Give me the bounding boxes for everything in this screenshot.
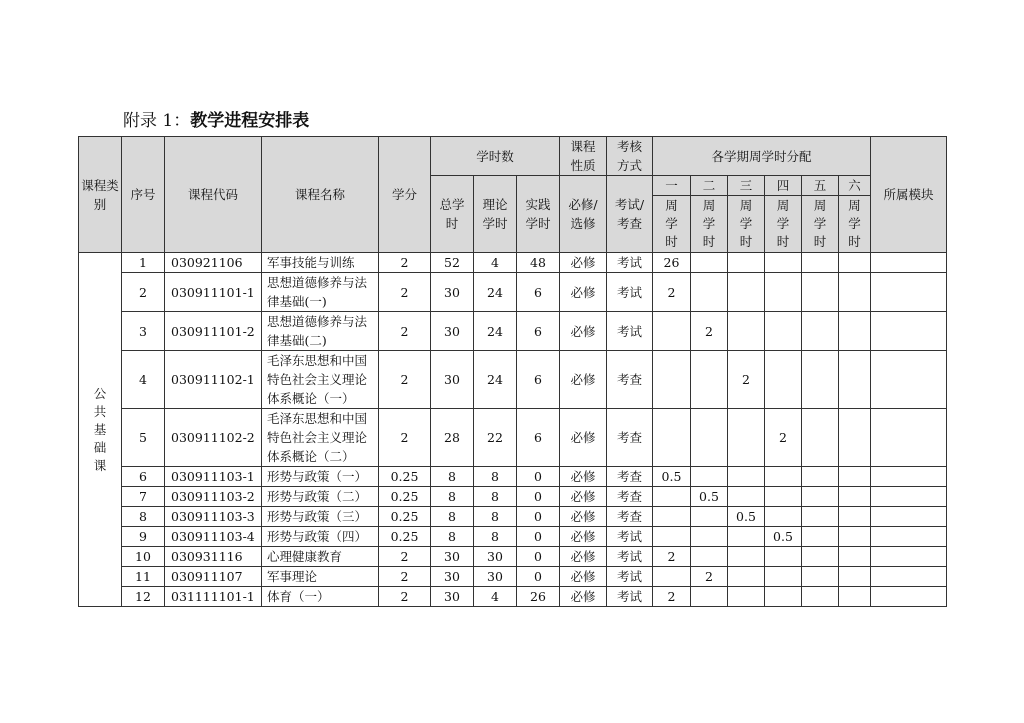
table-row <box>79 507 947 527</box>
row-type: 必修 <box>560 547 607 567</box>
row-semester-4 <box>765 312 802 351</box>
row-exam: 考查 <box>607 487 653 507</box>
row-exam: 考查 <box>607 467 653 487</box>
table-row <box>79 527 947 547</box>
row-exam: 考试 <box>607 527 653 547</box>
row-module <box>871 507 947 527</box>
header-credit: 学分 <box>379 137 431 253</box>
row-semester-3 <box>728 487 765 507</box>
row-semester-6 <box>839 487 871 507</box>
table-row <box>79 487 947 507</box>
row-semester-6 <box>839 467 871 487</box>
row-semester-6 <box>839 409 871 467</box>
row-semester-5 <box>802 312 839 351</box>
row-credit: 2 <box>379 547 431 567</box>
header-semester-1: 一 <box>653 176 691 196</box>
header-weekly-hours-3: 周学时 <box>728 196 765 253</box>
header-practice-hours: 实践学时 <box>517 176 560 253</box>
header-weekly-hours-6: 周学时 <box>839 196 871 253</box>
row-module <box>871 351 947 409</box>
row-type: 必修 <box>560 312 607 351</box>
row-semester-6 <box>839 527 871 547</box>
header-code: 课程代码 <box>165 137 262 253</box>
row-semester-5 <box>802 547 839 567</box>
row-name: 军事技能与训练 <box>262 253 379 273</box>
table-row <box>79 587 947 607</box>
row-credit: 2 <box>379 567 431 587</box>
row-exam: 考试 <box>607 587 653 607</box>
row-total-hours: 8 <box>431 467 474 487</box>
row-semester-2 <box>691 527 728 547</box>
header-theory-hours: 理论学时 <box>474 176 517 253</box>
row-theory-hours: 24 <box>474 312 517 351</box>
header-nature: 课程性质 <box>560 137 607 176</box>
row-practice-hours: 48 <box>517 253 560 273</box>
row-semester-5 <box>802 507 839 527</box>
row-semester-2 <box>691 351 728 409</box>
row-semester-4 <box>765 273 802 312</box>
row-semester-5 <box>802 273 839 312</box>
row-semester-3 <box>728 547 765 567</box>
row-semester-2 <box>691 467 728 487</box>
row-semester-4 <box>765 253 802 273</box>
row-seq: 12 <box>122 587 165 607</box>
row-total-hours: 30 <box>431 567 474 587</box>
header-semester-6: 六 <box>839 176 871 196</box>
row-theory-hours: 22 <box>474 409 517 467</box>
row-name: 形势与政策（二） <box>262 487 379 507</box>
row-semester-3 <box>728 527 765 547</box>
row-total-hours: 30 <box>431 273 474 312</box>
row-semester-4 <box>765 547 802 567</box>
row-credit: 2 <box>379 312 431 351</box>
row-semester-4 <box>765 487 802 507</box>
table-row <box>79 351 947 409</box>
row-name: 思想道德修养与法律基础(二) <box>262 312 379 351</box>
row-exam: 考查 <box>607 351 653 409</box>
row-practice-hours: 6 <box>517 273 560 312</box>
row-semester-3 <box>728 409 765 467</box>
row-exam: 考试 <box>607 547 653 567</box>
row-exam: 考查 <box>607 409 653 467</box>
row-seq: 7 <box>122 487 165 507</box>
header-weekly-hours-5: 周学时 <box>802 196 839 253</box>
row-semester-6 <box>839 567 871 587</box>
row-theory-hours: 30 <box>474 547 517 567</box>
table-row <box>79 409 947 467</box>
row-exam: 考试 <box>607 567 653 587</box>
row-code: 031111101-1 <box>165 587 262 607</box>
row-semester-5 <box>802 527 839 547</box>
row-module <box>871 409 947 467</box>
row-name: 形势与政策（三） <box>262 507 379 527</box>
row-theory-hours: 8 <box>474 507 517 527</box>
row-seq: 1 <box>122 253 165 273</box>
row-name: 毛泽东思想和中国特色社会主义理论体系概论（二） <box>262 409 379 467</box>
table-row <box>79 467 947 487</box>
row-total-hours: 30 <box>431 312 474 351</box>
row-semester-6 <box>839 587 871 607</box>
row-total-hours: 8 <box>431 507 474 527</box>
row-semester-5 <box>802 253 839 273</box>
table-row <box>79 547 947 567</box>
teaching-schedule-table <box>78 136 947 607</box>
row-type: 必修 <box>560 467 607 487</box>
row-type: 必修 <box>560 409 607 467</box>
row-semester-6 <box>839 547 871 567</box>
title-main: 教学进程安排表 <box>190 111 310 131</box>
row-module <box>871 567 947 587</box>
row-seq: 6 <box>122 467 165 487</box>
row-total-hours: 8 <box>431 487 474 507</box>
row-practice-hours: 6 <box>517 351 560 409</box>
row-semester-2: 2 <box>691 312 728 351</box>
row-seq: 10 <box>122 547 165 567</box>
row-module <box>871 527 947 547</box>
row-semester-2 <box>691 507 728 527</box>
row-semester-5 <box>802 467 839 487</box>
row-semester-6 <box>839 273 871 312</box>
row-theory-hours: 4 <box>474 253 517 273</box>
header-seq: 序号 <box>122 137 165 253</box>
row-semester-3: 2 <box>728 351 765 409</box>
row-code: 030911101-2 <box>165 312 262 351</box>
row-code: 030911102-1 <box>165 351 262 409</box>
row-total-hours: 52 <box>431 253 474 273</box>
row-type: 必修 <box>560 253 607 273</box>
row-seq: 5 <box>122 409 165 467</box>
header-semester-3: 三 <box>728 176 765 196</box>
row-type: 必修 <box>560 351 607 409</box>
row-credit: 2 <box>379 409 431 467</box>
row-type: 必修 <box>560 567 607 587</box>
row-module <box>871 487 947 507</box>
row-code: 030931116 <box>165 547 262 567</box>
table-row <box>79 253 947 273</box>
row-semester-2: 2 <box>691 567 728 587</box>
row-code: 030911101-1 <box>165 273 262 312</box>
header-semester-4: 四 <box>765 176 802 196</box>
header-weekly-hours-4: 周学时 <box>765 196 802 253</box>
row-semester-2 <box>691 273 728 312</box>
table-row <box>79 567 947 587</box>
row-semester-2: 0.5 <box>691 487 728 507</box>
row-name: 心理健康教育 <box>262 547 379 567</box>
row-module <box>871 312 947 351</box>
row-total-hours: 30 <box>431 351 474 409</box>
row-name: 体育（一） <box>262 587 379 607</box>
row-code: 030911103-4 <box>165 527 262 547</box>
row-credit: 0.25 <box>379 507 431 527</box>
header-total-hours: 总学时 <box>431 176 474 253</box>
row-credit: 0.25 <box>379 467 431 487</box>
row-seq: 9 <box>122 527 165 547</box>
row-code: 030911103-3 <box>165 507 262 527</box>
row-semester-5 <box>802 487 839 507</box>
row-theory-hours: 8 <box>474 487 517 507</box>
header-hours-group: 学时数 <box>431 137 560 176</box>
row-exam: 考查 <box>607 507 653 527</box>
row-credit: 0.25 <box>379 487 431 507</box>
row-exam: 考试 <box>607 253 653 273</box>
row-type: 必修 <box>560 507 607 527</box>
row-type: 必修 <box>560 487 607 507</box>
row-total-hours: 8 <box>431 527 474 547</box>
row-semester-3 <box>728 273 765 312</box>
row-name: 毛泽东思想和中国特色社会主义理论体系概论（一） <box>262 351 379 409</box>
row-module <box>871 547 947 567</box>
row-total-hours: 30 <box>431 587 474 607</box>
row-type: 必修 <box>560 273 607 312</box>
row-name: 形势与政策（一） <box>262 467 379 487</box>
course-category: 公共基础课 <box>79 253 122 607</box>
row-semester-1 <box>653 312 691 351</box>
table-body <box>79 253 947 607</box>
header-required-elective: 必修/选修 <box>560 176 607 253</box>
row-semester-1: 0.5 <box>653 467 691 487</box>
row-code: 030921106 <box>165 253 262 273</box>
row-practice-hours: 0 <box>517 487 560 507</box>
row-semester-2 <box>691 587 728 607</box>
row-module <box>871 273 947 312</box>
row-semester-1: 2 <box>653 273 691 312</box>
title-prefix: 附录 1： <box>123 111 191 131</box>
row-semester-2 <box>691 547 728 567</box>
row-semester-1 <box>653 409 691 467</box>
row-credit: 0.25 <box>379 527 431 547</box>
row-code: 030911103-2 <box>165 487 262 507</box>
row-semester-4 <box>765 507 802 527</box>
header-name: 课程名称 <box>262 137 379 253</box>
header-exam-method: 考核方式 <box>607 137 653 176</box>
row-theory-hours: 8 <box>474 467 517 487</box>
row-credit: 2 <box>379 587 431 607</box>
row-module <box>871 253 947 273</box>
row-semester-3 <box>728 587 765 607</box>
row-semester-5 <box>802 587 839 607</box>
header-category: 课程类别 <box>79 137 122 253</box>
row-theory-hours: 24 <box>474 273 517 312</box>
row-theory-hours: 30 <box>474 567 517 587</box>
row-semester-3 <box>728 253 765 273</box>
row-module <box>871 467 947 487</box>
row-semester-1 <box>653 507 691 527</box>
header-weekly-hours-1: 周学时 <box>653 196 691 253</box>
row-semester-3: 0.5 <box>728 507 765 527</box>
row-code: 030911102-2 <box>165 409 262 467</box>
row-semester-5 <box>802 409 839 467</box>
row-semester-1 <box>653 527 691 547</box>
header-semester-5: 五 <box>802 176 839 196</box>
row-semester-6 <box>839 253 871 273</box>
row-semester-1 <box>653 351 691 409</box>
page-title <box>123 110 309 132</box>
row-semester-1: 26 <box>653 253 691 273</box>
row-semester-1: 2 <box>653 547 691 567</box>
table-header <box>79 137 947 253</box>
row-semester-3 <box>728 567 765 587</box>
row-semester-1 <box>653 487 691 507</box>
row-type: 必修 <box>560 587 607 607</box>
row-type: 必修 <box>560 527 607 547</box>
row-name: 军事理论 <box>262 567 379 587</box>
row-practice-hours: 0 <box>517 547 560 567</box>
row-module <box>871 587 947 607</box>
row-semester-1 <box>653 567 691 587</box>
row-theory-hours: 4 <box>474 587 517 607</box>
row-semester-4 <box>765 351 802 409</box>
row-semester-5 <box>802 567 839 587</box>
row-theory-hours: 24 <box>474 351 517 409</box>
row-practice-hours: 0 <box>517 507 560 527</box>
row-seq: 11 <box>122 567 165 587</box>
row-credit: 2 <box>379 273 431 312</box>
row-semester-6 <box>839 507 871 527</box>
row-total-hours: 30 <box>431 547 474 567</box>
row-semester-6 <box>839 351 871 409</box>
header-semester-group: 各学期周学时分配 <box>653 137 871 176</box>
row-semester-6 <box>839 312 871 351</box>
row-credit: 2 <box>379 351 431 409</box>
row-seq: 3 <box>122 312 165 351</box>
header-semester-2: 二 <box>691 176 728 196</box>
table-row <box>79 312 947 351</box>
row-semester-4: 2 <box>765 409 802 467</box>
row-semester-4 <box>765 567 802 587</box>
row-practice-hours: 0 <box>517 527 560 547</box>
row-seq: 2 <box>122 273 165 312</box>
row-semester-3 <box>728 312 765 351</box>
row-semester-1: 2 <box>653 587 691 607</box>
row-practice-hours: 0 <box>517 467 560 487</box>
row-code: 030911107 <box>165 567 262 587</box>
row-exam: 考试 <box>607 273 653 312</box>
row-practice-hours: 6 <box>517 409 560 467</box>
row-theory-hours: 8 <box>474 527 517 547</box>
header-module: 所属模块 <box>871 137 947 253</box>
row-semester-4 <box>765 467 802 487</box>
row-seq: 4 <box>122 351 165 409</box>
row-practice-hours: 26 <box>517 587 560 607</box>
row-practice-hours: 0 <box>517 567 560 587</box>
row-name: 形势与政策（四） <box>262 527 379 547</box>
row-semester-2 <box>691 409 728 467</box>
row-total-hours: 28 <box>431 409 474 467</box>
row-practice-hours: 6 <box>517 312 560 351</box>
table-row <box>79 273 947 312</box>
header-weekly-hours-2: 周学时 <box>691 196 728 253</box>
row-exam: 考试 <box>607 312 653 351</box>
row-semester-4: 0.5 <box>765 527 802 547</box>
row-semester-4 <box>765 587 802 607</box>
row-credit: 2 <box>379 253 431 273</box>
row-name: 思想道德修养与法律基础(一) <box>262 273 379 312</box>
row-semester-3 <box>728 467 765 487</box>
row-semester-2 <box>691 253 728 273</box>
row-code: 030911103-1 <box>165 467 262 487</box>
row-semester-5 <box>802 351 839 409</box>
header-exam-check: 考试/考查 <box>607 176 653 253</box>
row-seq: 8 <box>122 507 165 527</box>
